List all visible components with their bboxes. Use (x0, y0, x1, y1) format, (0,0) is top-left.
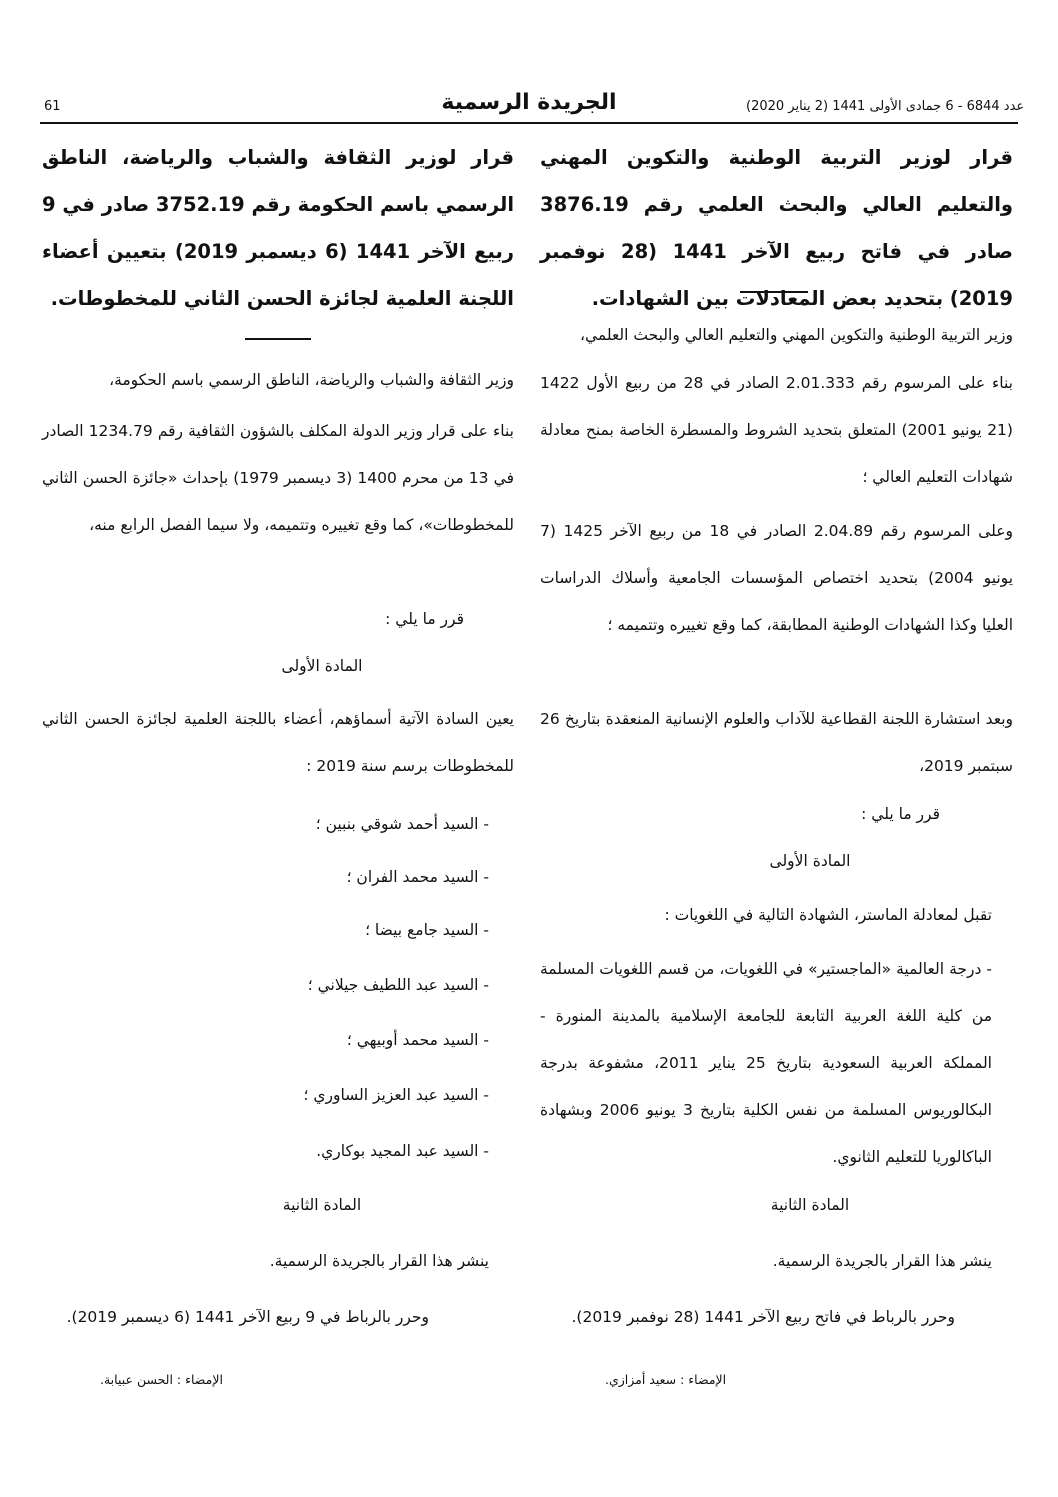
signature: الإمضاء : الحسن عبيابة. (100, 1372, 223, 1387)
title-separator (740, 291, 808, 293)
article-1-heading: المادة الأولى (281, 657, 363, 675)
article-2-text: ينشر هذا القرار بالجريدة الرسمية. (772, 1252, 992, 1270)
member-item: - السيد عبد العزيز الساوري ؛ (303, 1086, 489, 1104)
decided-line: قرر ما يلي : (385, 610, 464, 628)
member-item: - السيد محمد أوبيهي ؛ (346, 1031, 489, 1049)
article-1-item: - درجة العالمية «الماجستير» في اللغويات، من قسم اللغويات المسلمة من كلية اللغة العربية التابعة للجامعة الإسلامية بالمدينة المنورة - المملكة العربية السعودية بتاريخ 25 يناير 2011، مشفوعة بدرجة البكالوريوس المسلمة من نفس الكلية بتاريخ 3 يونيو 2006 وبشهادة الباكالوريا للتعليم الثانوي. (540, 960, 992, 1166)
article-2-text: ينشر هذا القرار بالجريدة الرسمية. (269, 1252, 489, 1270)
legal-basis-2: وعلى المرسوم رقم 2.04.89 الصادر في 18 من ربيع الآخر 1425 (7 يونيو 2004) بتحديد اختصاص المؤسسات الجامعية وأسلاك الدراسات العليا وكذا الشهادات الوطنية المطابقة، كما وقع تغييره وتتميمه ؛ (540, 522, 1014, 634)
done-at-line: وحرر بالرباط في فاتح ربيع الآخر 1441 (28 نوفمبر 2019). (571, 1308, 955, 1326)
member-item: - السيد عبد اللطيف جيلاني ؛ (307, 976, 489, 994)
article-1-text: يعين السادة الآتية أسماؤهم، أعضاء باللجنة العلمية لجائزة الحسن الثاني للمخطوطات برسم سنة 2019 : (42, 710, 514, 775)
decree-title: قرار لوزير الثقافة والشباب والرياضة، الناطق الرسمي باسم الحكومة رقم 3752.19 صادر في 9 ربيع الآخر 1441 (6 ديسمبر 2019) بتعيين أعضاء اللجنة العلمية لجائزة الحسن الثاني للمخطوطات. (42, 146, 514, 310)
minister-line: وزير الثقافة والشباب والرياضة، الناطق الرسمي باسم الحكومة، (109, 371, 514, 389)
member-item: - السيد محمد الفران ؛ (346, 868, 489, 886)
done-at-line: وحرر بالرباط في 9 ربيع الآخر 1441 (6 ديسمبر 2019). (66, 1308, 429, 1326)
decree-title: قرار لوزير التربية الوطنية والتكوين المهني والتعليم العالي والبحث العلمي رقم 3876.19 صادر في فاتح ربيع الآخر 1441 (28 نوفمبر 2019) بتحديد بعض المعادلات بين الشهادات. (540, 146, 1013, 310)
issue-info: عدد 6844 - 6 جمادى الأولى 1441 (2 يناير 2020) (746, 99, 1025, 114)
title-separator (245, 338, 311, 340)
member-item: - السيد أحمد شوقي بنبين ؛ (315, 815, 489, 833)
page-number: 61 (44, 99, 61, 114)
legal-basis-1: بناء على قرار وزير الدولة المكلف بالشؤون الثقافية رقم 1234.79 الصادر في 13 من محرم 1400 (3 ديسمبر 1979) بإحداث «جائزة الحسن الثاني للمخطوطات»، كما وقع تغييره وتتميمه، ولا سيما الفصل الرابع منه، (42, 422, 514, 534)
article-2-heading: المادة الثانية (770, 1196, 850, 1214)
article-1-text: تقبل لمعادلة الماستر، الشهادة التالية في اللغويات : (664, 906, 992, 924)
member-item: - السيد جامع بيضا ؛ (365, 921, 489, 939)
member-item: - السيد عبد المجيد بوكاري. (316, 1142, 489, 1160)
article-2-heading: المادة الثانية (282, 1196, 362, 1214)
legal-basis-1: بناء على المرسوم رقم 2.01.333 الصادر في 28 من ربيع الأول 1422 (21 يونيو 2001) المتعلق بتحديد الشروط والمسطرة الخاصة بمنح معادلة شهادات التعليم العالي ؛ (540, 374, 1013, 486)
decided-line: قرر ما يلي : (861, 805, 940, 823)
legal-basis-3: وبعد استشارة اللجنة القطاعية للآداب والعلوم الإنسانية المنعقدة بتاريخ 26 سبتمبر 2019، (540, 710, 1013, 775)
left-column (42, 0, 514, 1497)
minister-line: وزير التربية الوطنية والتكوين المهني والتعليم العالي والبحث العلمي، (579, 326, 1013, 344)
gazette-title: الجريدة الرسمية (441, 90, 617, 115)
signature: الإمضاء : سعيد أمزازي. (605, 1372, 727, 1387)
right-column (540, 0, 1013, 1497)
article-1-heading: المادة الأولى (769, 852, 851, 870)
